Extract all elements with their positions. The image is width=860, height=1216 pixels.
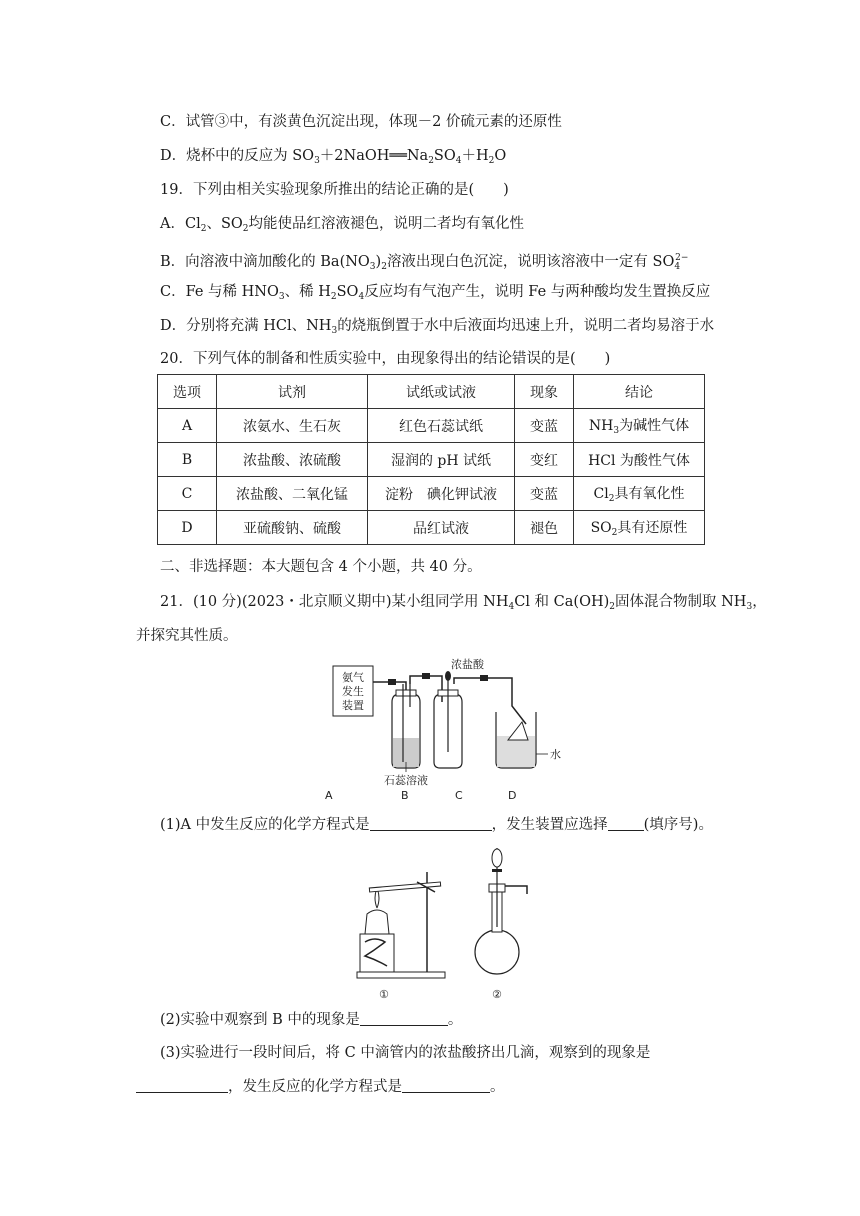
- header-conclusion: 结论: [574, 375, 705, 409]
- tube-b-c: [410, 676, 442, 702]
- side-tube: [505, 886, 527, 894]
- q19-option-a: A．$Cl_2$、$SO_2$均能使品红溶液褪色，说明二者均有氧化性: [160, 216, 525, 234]
- cell-paper: 红色石蕊试纸: [368, 409, 515, 443]
- generator-options-figure: [355, 842, 535, 1000]
- label-c: C: [455, 789, 463, 802]
- water-label: 水: [550, 748, 561, 761]
- cell-phenomenon: 变红: [515, 443, 574, 477]
- label-a: A: [325, 789, 333, 802]
- litmus-label: 石蕊溶液: [384, 774, 428, 787]
- alcohol-lamp: [365, 910, 389, 934]
- cell-reagent: 浓氨水、生石灰: [217, 409, 368, 443]
- cell-paper: 品红试液: [368, 511, 515, 545]
- q20-table: [157, 374, 705, 545]
- cell-option: C: [158, 477, 217, 511]
- cell-conclusion: $NH_3$为碱性气体: [574, 409, 705, 443]
- header-paper: 试纸或试液: [368, 375, 515, 409]
- table-header-row: [158, 375, 705, 409]
- table-row: [158, 443, 705, 477]
- q18-option-d: D．烧杯中的反应为 $SO_3+2NaOH══Na_2SO_4+H_2O$: [160, 148, 507, 166]
- stopcock: [492, 869, 502, 872]
- table-row: [158, 409, 705, 443]
- answer-blank[interactable]: [360, 1011, 448, 1026]
- generator-label-1: 氨气: [342, 671, 364, 684]
- label-b: B: [401, 789, 409, 802]
- header-reagent: 试剂: [217, 375, 368, 409]
- q21-part3-continued: ，发生反应的化学方程式是 。: [136, 1077, 505, 1097]
- tube-joint: [388, 679, 396, 685]
- q19-option-c: C．Fe 与稀 $HNO_3$、稀 $H_2SO_4$反应均有气泡产生，说明 Fe 与两种酸均发生置换反应: [160, 284, 711, 302]
- generator-label-2: 发生: [342, 685, 364, 698]
- cell-paper: 淀粉 碘化钾试液: [368, 477, 515, 511]
- cell-conclusion: $SO_2$具有还原性: [574, 511, 705, 545]
- q20-stem: 20．下列气体的制备和性质实验中，由现象得出的结论错误的是( ): [160, 351, 611, 367]
- cell-reagent: 亚硫酸钠、硫酸: [217, 511, 368, 545]
- cell-phenomenon: 褪色: [515, 511, 574, 545]
- cell-conclusion: $Cl_2$具有氧化性: [574, 477, 705, 511]
- q21-part1: (1)A 中发生反应的化学方程式是 ，发生装置应选择 (填序号)。: [160, 817, 713, 833]
- table-row: [158, 511, 705, 545]
- answer-blank[interactable]: [136, 1078, 228, 1093]
- option-1-label: ①: [379, 988, 389, 1001]
- round-flask: [475, 930, 519, 974]
- header-option: 选项: [158, 375, 217, 409]
- separatory-funnel: [492, 849, 502, 867]
- tube-joint: [480, 675, 488, 681]
- funnel: [508, 722, 528, 740]
- q21-part3: (3)实验进行一段时间后，将 C 中滴管内的浓盐酸挤出几滴，观察到的现象是: [160, 1045, 651, 1061]
- dropper-bulb: [445, 671, 451, 681]
- tube-joint: [422, 673, 430, 679]
- tube-c-d: [454, 678, 526, 724]
- cell-phenomenon: 变蓝: [515, 409, 574, 443]
- stopper-b: [396, 690, 416, 696]
- table-row: [158, 477, 705, 511]
- cell-paper: 湿润的 pH 试纸: [368, 443, 515, 477]
- stand-base: [357, 972, 445, 978]
- answer-blank[interactable]: [402, 1078, 490, 1093]
- cell-option: A: [158, 409, 217, 443]
- answer-blank[interactable]: [608, 816, 644, 831]
- option-2-label: ②: [492, 988, 502, 1001]
- header-phenomenon: 现象: [515, 375, 574, 409]
- q21-stem-continued: 并探究其性质。: [136, 628, 238, 644]
- q18-option-c: C．试管③中，有淡黄色沉淀出现，体现－2 价硫元素的还原性: [160, 114, 562, 130]
- q19-option-d: D．分别将充满 HCl、$NH_3$的烧瓶倒置于水中后液面均迅速上升，说明二者均易溶于水: [160, 318, 715, 336]
- cell-option: B: [158, 443, 217, 477]
- generator-label-3: 装置: [342, 699, 364, 712]
- q19-option-b: B．向溶液中滴加酸化的 $Ba(NO_3)_2$溶液出现白色沉淀，说明该溶液中一定有 $SO_4^{2-}$: [160, 253, 689, 272]
- hcl-label: 浓盐酸: [451, 658, 484, 671]
- water-in-beaker: [497, 736, 535, 767]
- cell-phenomenon: 变蓝: [515, 477, 574, 511]
- cell-reagent: 浓盐酸、二氧化锰: [217, 477, 368, 511]
- q21-part2: (2)实验中观察到 B 中的现象是 。: [160, 1012, 463, 1028]
- q21-stem: 21．(10 分)(2023・北京顺义期中)某小组同学用 $NH_4Cl$ 和 $Ca(OH)_2$固体混合物制取 $NH_3$，: [160, 594, 767, 612]
- label-d: D: [508, 789, 517, 802]
- section-heading: 二、非选择题：本大题包含 4 个小题，共 40 分。: [160, 559, 482, 575]
- cell-conclusion: HCl 为酸性气体: [574, 443, 705, 477]
- apparatus-figure: [325, 658, 590, 802]
- answer-blank[interactable]: [370, 816, 492, 831]
- cell-reagent: 浓盐酸、浓硫酸: [217, 443, 368, 477]
- q19-stem: 19．下列由相关实验现象所推出的结论正确的是( ): [160, 182, 509, 198]
- cell-option: D: [158, 511, 217, 545]
